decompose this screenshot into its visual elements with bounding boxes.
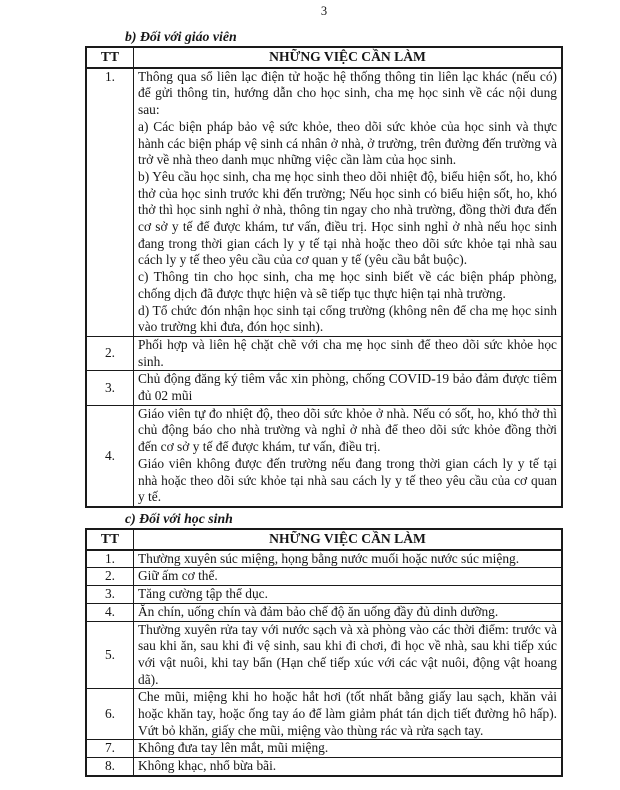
row-number: 7. xyxy=(86,740,134,758)
task-paragraph: b) Yêu cầu học sinh, cha mẹ học sinh theo dõi nhiệt độ, biểu hiện sốt, ho, khó thở của học sinh trước khi đến trường; Nếu học sinh có biểu hiện sốt, ho, khó thở thì học sinh nghỉ ở nhà, thông tin ngay cho nhà trường, đồng thời đưa đến cơ sở y tế để được khám, tư vấn, điều trị. Học sinh nghỉ ở nhà nếu học sinh đang trong thời gian cách ly y tế tại nhà hoặc theo dõi sức khỏe tại nhà sau cách ly y tế theo yêu cầu của cơ quan y tế (yêu cầu bắt buộc). xyxy=(138,168,557,268)
row-number: 4. xyxy=(86,603,134,621)
row-number: 1. xyxy=(86,550,134,568)
tasks-column-header: NHỮNG VIỆC CẦN LÀM xyxy=(134,47,563,68)
table-row xyxy=(86,68,562,337)
task-paragraph: a) Các biện pháp bảo vệ sức khỏe, theo dõi sức khỏe của học sinh và thực hành các biện pháp vệ sinh cá nhân ở nhà, ở trường, trên đường đến trường và trở về nhà theo danh mục những việc cần làm của học sinh. xyxy=(138,118,557,168)
task-paragraph: Chủ động đăng ký tiêm vắc xin phòng, chống COVID-19 bảo đảm được tiêm đủ 02 mũi xyxy=(138,371,557,404)
tasks-column-header: NHỮNG VIỆC CẦN LÀM xyxy=(134,529,563,550)
teachers-table-header xyxy=(86,47,562,68)
tt-column-header: TT xyxy=(86,47,134,68)
row-tasks xyxy=(134,758,563,776)
table-row xyxy=(86,336,562,370)
row-number: 2. xyxy=(86,568,134,586)
header-row xyxy=(86,529,562,550)
row-tasks xyxy=(134,689,563,740)
row-number: 3. xyxy=(86,586,134,604)
row-tasks xyxy=(134,68,563,337)
row-tasks xyxy=(134,336,563,370)
students-table-header xyxy=(86,529,562,550)
row-tasks xyxy=(134,603,563,621)
row-tasks xyxy=(134,550,563,568)
row-tasks xyxy=(134,371,563,405)
header-row xyxy=(86,47,562,68)
teachers-table xyxy=(85,46,563,508)
section-c-heading: c) Đối với học sinh xyxy=(125,510,233,526)
table-row xyxy=(86,758,562,776)
table-row xyxy=(86,371,562,405)
task-paragraph: Không khạc, nhổ bừa bãi. xyxy=(138,758,277,774)
row-tasks xyxy=(134,740,563,758)
tt-column-header: TT xyxy=(86,529,134,550)
task-paragraph: Tăng cường tập thể dục. xyxy=(138,586,268,602)
row-number: 1. xyxy=(86,68,134,337)
teachers-table-body xyxy=(86,68,562,507)
section-teachers xyxy=(85,28,563,508)
task-paragraph: Thông qua sổ liên lạc điện tử hoặc hệ thống thông tin liên lạc khác (nếu có) để gửi thông tin, hướng dẫn cho học sinh, cha mẹ học sinh về các nội dung sau: xyxy=(138,68,557,118)
task-paragraph: Phối hợp và liên hệ chặt chẽ với cha mẹ học sinh để theo dõi sức khỏe học sinh. xyxy=(138,336,557,369)
row-number: 3. xyxy=(86,371,134,405)
task-paragraph: c) Thông tin cho học sinh, cha mẹ học sinh biết về các biện pháp phòng, chống dịch đã được thực hiện và sẽ tiếp tục thực hiện tại nhà trường. xyxy=(138,269,557,301)
table-row xyxy=(86,621,562,689)
task-paragraph: Giữ ấm cơ thể. xyxy=(138,568,218,584)
page-number: 3 xyxy=(320,4,328,18)
task-paragraph: Thường xuyên súc miệng, họng bằng nước muối hoặc nước súc miệng. xyxy=(138,550,520,566)
task-paragraph: d) Tổ chức đón nhận học sinh tại cổng trường (không nên để cha mẹ học sinh vào trường khi đưa, đón học sinh). xyxy=(138,302,557,335)
table-row xyxy=(86,689,562,740)
table-row xyxy=(86,586,562,604)
row-tasks xyxy=(134,405,563,507)
section-students xyxy=(85,510,563,777)
task-paragraph: Không đưa tay lên mắt, mũi miệng. xyxy=(138,740,329,756)
row-number: 5. xyxy=(86,621,134,689)
row-tasks xyxy=(134,621,563,689)
row-number: 4. xyxy=(86,405,134,507)
row-number: 2. xyxy=(86,336,134,370)
task-paragraph: Thường xuyên rửa tay với nước sạch và xà phòng vào các thời điểm: trước và sau khi ăn, sau khi đi vệ sinh, sau khi đi chơi, đi học về nhà, sau khi tiếp xúc với vật nuôi, khi tay bẩn (Hạn chế tiếp xúc với các vật nuôi, động vật hoang dã). xyxy=(138,621,557,687)
task-paragraph: Che mũi, miệng khi ho hoặc hắt hơi (tốt nhất bằng giấy lau sạch, khăn vải hoặc khăn tay, hoặc ống tay áo để làm giảm phát tán dịch tiết đường hô hấp). Vứt bỏ khăn, giấy che mũi, miệng vào thùng rác và rửa sạch tay. xyxy=(138,689,557,738)
row-tasks xyxy=(134,568,563,586)
table-row xyxy=(86,405,562,507)
table-row xyxy=(86,550,562,568)
row-tasks xyxy=(134,586,563,604)
row-number: 8. xyxy=(86,758,134,776)
table-row xyxy=(86,568,562,586)
table-row xyxy=(86,740,562,758)
table-row xyxy=(86,603,562,621)
task-paragraph: Giáo viên tự đo nhiệt độ, theo dõi sức khỏe ở nhà. Nếu có sốt, ho, khó thở thì chủ động báo cho nhà trường và nghỉ ở nhà để theo dõi sức khỏe đồng thời đến cơ sở y tế để được khám, tư vấn, điều trị. xyxy=(138,405,557,455)
students-table xyxy=(85,528,563,777)
task-paragraph: Giáo viên không được đến trường nếu đang trong thời gian cách ly y tế tại nhà hoặc theo dõi sức khỏe tại nhà sau cách ly y tế theo yêu cầu của cơ quan y tế. xyxy=(138,455,557,505)
row-number: 6. xyxy=(86,689,134,740)
task-paragraph: Ăn chín, uống chín và đảm bảo chế độ ăn uống đầy đủ dinh dưỡng. xyxy=(138,603,499,619)
students-table-body xyxy=(86,550,562,776)
section-b-heading: b) Đối với giáo viên xyxy=(125,29,237,44)
